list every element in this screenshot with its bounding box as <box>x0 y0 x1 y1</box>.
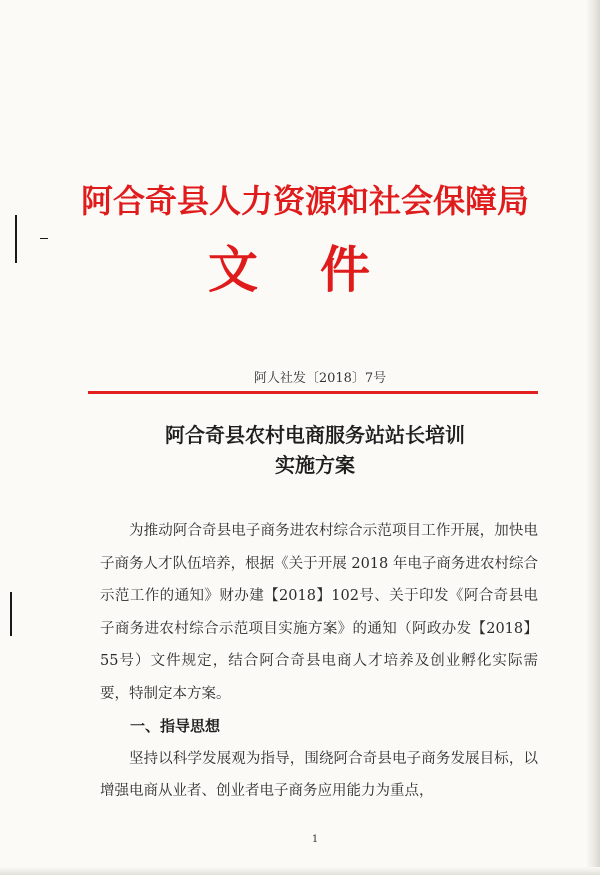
red-separator-line <box>88 391 538 394</box>
document-title-line-1: 阿合奇县农村电商服务站站长培训 <box>165 423 465 447</box>
page-number: 1 <box>311 834 319 845</box>
section-1-paragraph: 坚持以科学发展观为指导，围绕阿合奇县电子商务发展目标，以增强电商从业者、创业者电子商务应用能力为重点， <box>100 750 538 799</box>
document-number: 阿人社发〔2018〕7号 <box>253 371 387 386</box>
binding-mark-bottom <box>10 592 12 636</box>
section-heading-guiding-ideology: 一、指导思想 <box>130 717 221 735</box>
document-title <box>90 420 540 480</box>
binding-dash-top <box>40 238 48 239</box>
intro-paragraph: 为推动阿合奇县电子商务进农村综合示范项目工作开展，加快电子商务人才队伍培养，根据《关于开展 2018 年电子商务进农村综合示范工作的通知》财办建【2018】102号、关于印发《阿合奇县电子商务进农村综合示范项目实施方案》的通知（阿政办发【2018】55号）文件规定，结合阿合奇县电商人才培养及创业孵化实际需要，特制定本方案。 <box>100 523 538 702</box>
scan-edge-shadow <box>586 0 600 875</box>
scan-bottom-shadow <box>0 867 600 875</box>
issuing-organization: 阿合奇县人力资源和社会保障局 <box>80 182 529 220</box>
binding-mark-top <box>15 215 17 263</box>
document-title-line-2: 实施方案 <box>275 453 355 477</box>
document-type-heading: 文件 <box>208 240 432 299</box>
document-body <box>100 515 538 808</box>
